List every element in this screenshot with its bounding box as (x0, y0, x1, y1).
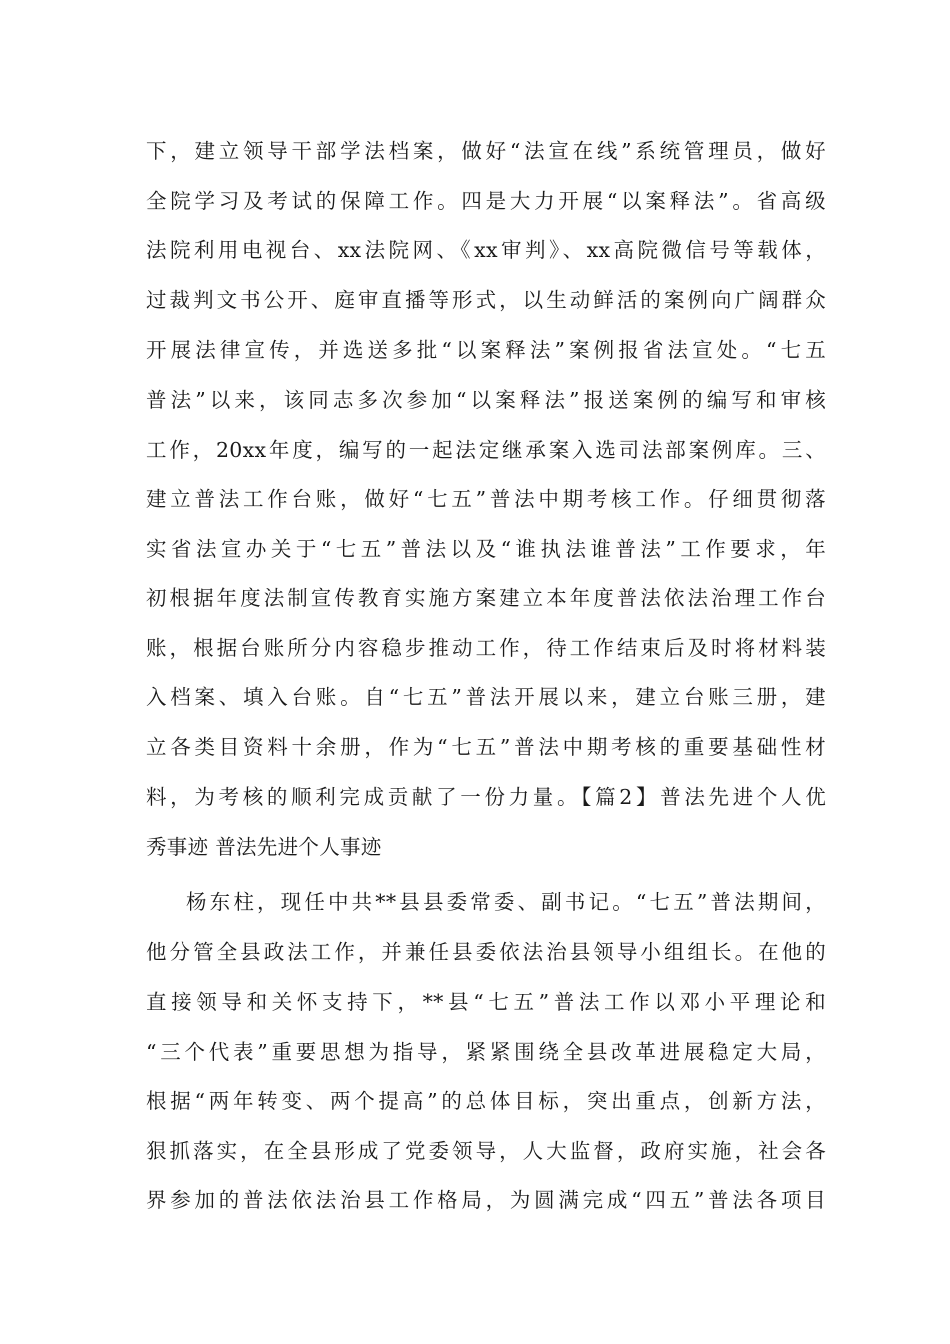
paragraph-1-line-10: 初根据年度法制宣传教育实施方案建立本年度普法依法治理工作台 (146, 586, 826, 610)
paragraph-1-line-3: 法院利用电视台、xx法院网、《xx审判》、xx高院微信号等载体， (146, 238, 826, 262)
paragraph-1-line-14: 料，为考核的顺利完成贡献了一份力量。【篇2】普法先进个人优 (146, 785, 826, 809)
paragraph-1-line-8: 建立普法工作台账，做好“七五”普法中期考核工作。仔细贯彻落 (146, 487, 826, 511)
paragraph-2-line-4: “三个代表”重要思想为指导，紧紧围绕全县改革进展稳定大局， (146, 1040, 826, 1064)
paragraph-1-line-1: 下，建立领导干部学法档案，做好“法宣在线”系统管理员，做好 (146, 139, 826, 163)
paragraph-1-line-12: 入档案、填入台账。自“七五”普法开展以来，建立台账三册，建 (146, 685, 826, 709)
paragraph-2-line-3: 直接领导和关怀支持下，**县“七五”普法工作以邓小平理论和 (146, 990, 826, 1014)
paragraph-1-line-6: 普法”以来，该同志多次参加“以案释法”报送案例的编写和审核 (146, 388, 826, 412)
paragraph-1-line-7: 工作，20xx年度，编写的一起法定继承案入选司法部案例库。三、 (146, 438, 826, 462)
paragraph-1-line-4: 过裁判文书公开、庭审直播等形式，以生动鲜活的案例向广阔群众 (146, 288, 826, 312)
paragraph-2-line-1: 杨东柱，现任中共**县县委常委、副书记。“七五”普法期间， (186, 890, 826, 914)
paragraph-1-line-9: 实省法宣办关于“七五”普法以及“谁执法谁普法”工作要求，年 (146, 537, 826, 561)
paragraph-2-line-2: 他分管全县政法工作，并兼任县委依法治县领导小组组长。在他的 (146, 940, 826, 964)
paragraph-1-line-15: 秀事迹 普法先进个人事迹 (146, 835, 382, 859)
paragraph-1-line-13: 立各类目资料十余册，作为“七五”普法中期考核的重要基础性材 (146, 735, 826, 759)
paragraph-1-line-2: 全院学习及考试的保障工作。四是大力开展“以案释法”。省高级 (146, 189, 826, 213)
paragraph-1-line-5: 开展法律宣传，并选送多批“以案释法”案例报省法宣处。“七五 (146, 338, 826, 362)
paragraph-2-line-6: 狠抓落实，在全县形成了党委领导，人大监督，政府实施，社会各 (146, 1139, 826, 1163)
paragraph-1-line-11: 账，根据台账所分内容稳步推动工作，待工作结束后及时将材料装 (146, 636, 826, 660)
paragraph-2-line-7: 界参加的普法依法治县工作格局，为圆满完成“四五”普法各项目 (146, 1188, 826, 1212)
paragraph-2-line-5: 根据“两年转变、两个提高”的总体目标，突出重点，创新方法， (146, 1089, 826, 1113)
